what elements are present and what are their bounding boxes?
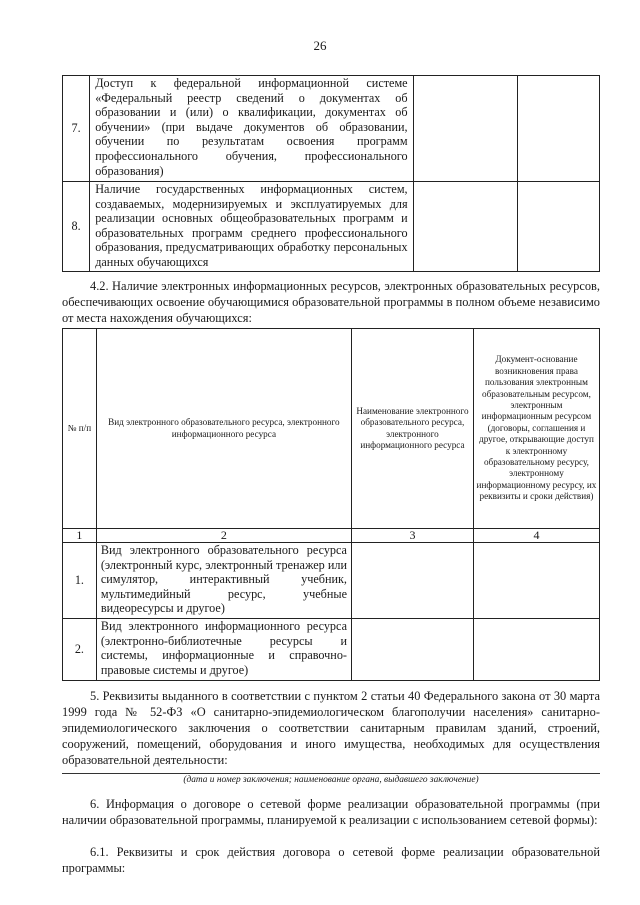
infrastructure-table [62, 75, 600, 272]
header-resource-name: Наименование электронного образовательного ресурса, электронного информационного ресурса [351, 329, 473, 529]
table-row [63, 619, 600, 681]
row-number: 8. [63, 182, 90, 272]
empty-cell [351, 619, 473, 681]
section-6-text: 6. Информация о договоре о сетевой форме реализации образовательной программы (при наличии образовательной программы, планируемой к реализации с использованием сетевой формы): [62, 797, 600, 827]
row-description: Наличие государственных информационных систем, создаваемых, модернизируемых и эксплуатируемых для реализации основных общеобразовательных программ и образовательных программ среднего профессионального образования, предусматривающих обработку персональных данных обучающихся [90, 182, 413, 272]
signature-line [62, 773, 600, 774]
col-number: 1 [63, 529, 97, 543]
empty-cell [518, 182, 600, 272]
header-number: № п/п [63, 329, 97, 529]
section-5-text: 5. Реквизиты выданного в соответствии с пунктом 2 статьи 40 Федерального закона от 30 марта 1999 года № 52-ФЗ «О санитарно-эпидемиологическом благополучии населения» санитарно-эпидемиологического заключения о соответствии санитарным правилам зданий, строений, сооружений, помещений, оборудования и иного имущества, необходимых для осуществления образовательной деятельности: [62, 689, 600, 767]
table-header-row [63, 329, 600, 529]
table-row [63, 76, 600, 182]
page-number: 26 [313, 38, 327, 53]
row-description: Вид электронного образовательного ресурса (электронный курс, электронный тренажер или симулятор, интерактивный учебник, мультимедийный ресурс, учебные видеоресурсы и другое) [96, 543, 351, 619]
section-6-1-text: 6.1. Реквизиты и срок действия договора о сетевой форме реализации образовательной программы: [62, 845, 600, 875]
row-description: Доступ к федеральной информационной системе «Федеральный реестр сведений о документах об образовании и (или) о квалификации, документах об обучении» (при выдаче документов об образовании, обучении по результатам освоения программ профессионального обучения, профессионального образования) [90, 76, 413, 182]
col-number: 2 [96, 529, 351, 543]
caption-hint: (дата и номер заключения; наименование органа, выдавшего заключение) [183, 775, 479, 785]
empty-cell [351, 543, 473, 619]
row-number: 1. [63, 543, 97, 619]
empty-cell [473, 543, 599, 619]
empty-cell [413, 182, 518, 272]
col-number: 4 [473, 529, 599, 543]
table-row [63, 543, 600, 619]
row-number: 2. [63, 619, 97, 681]
row-description: Вид электронного информационного ресурса (электронно-библиотечные ресурсы и системы, информационные и справочно-правовые системы и другое) [96, 619, 351, 681]
row-number: 7. [63, 76, 90, 182]
electronic-resources-table [62, 328, 600, 681]
empty-cell [413, 76, 518, 182]
column-numbers-row [63, 529, 600, 543]
header-basis-document: Документ-основание возникновения права пользования электронным образовательным ресурсом, электронным информационным ресурсом (договоры, соглашения и другое, открывающие доступ к электронному образовательному ресурсу, электронному информационному ресурсу, их реквизиты и сроки действия) [473, 329, 599, 529]
empty-cell [473, 619, 599, 681]
empty-cell [518, 76, 600, 182]
table-row [63, 182, 600, 272]
section-4-2-text: 4.2. Наличие электронных информационных ресурсов, электронных образовательных ресурсов, обеспечивающих освоение обучающимися образовательной программы в полном объеме независимо от места нахождения обучающихся: [62, 279, 600, 325]
col-number: 3 [351, 529, 473, 543]
header-resource-type: Вид электронного образовательного ресурса, электронного информационного ресурса [96, 329, 351, 529]
